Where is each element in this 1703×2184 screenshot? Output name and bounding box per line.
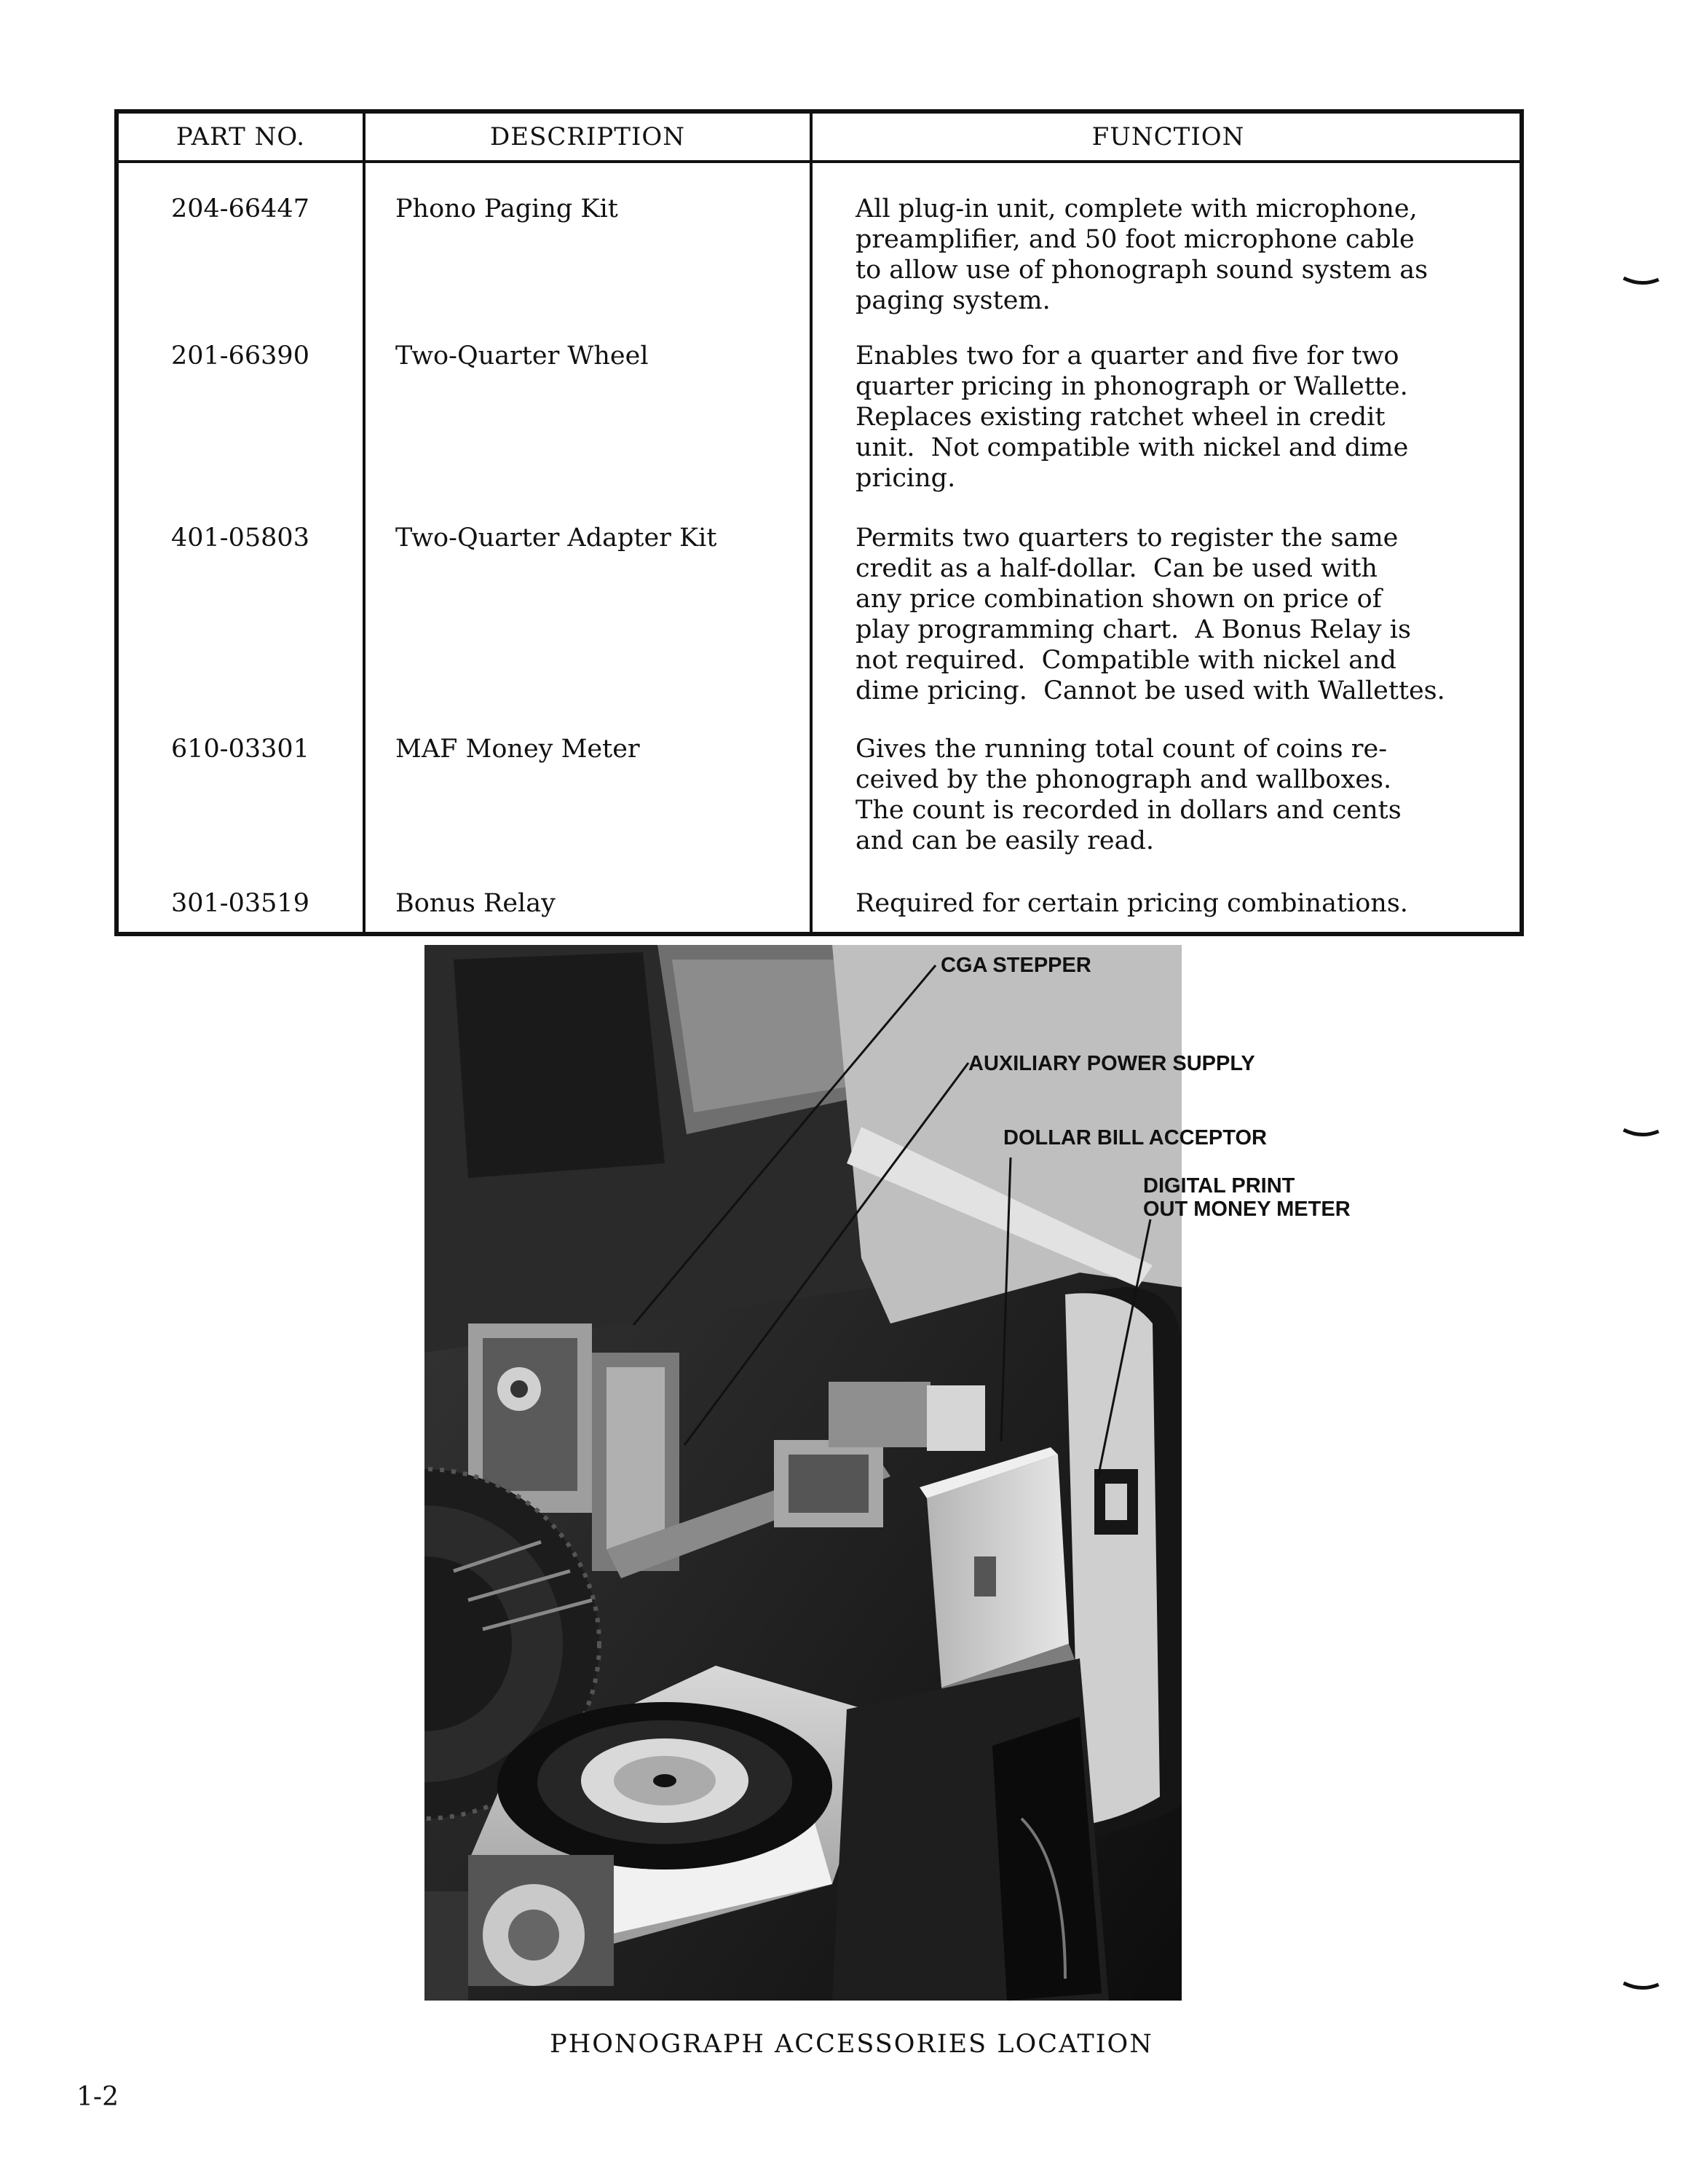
- header-description: DESCRIPTION: [489, 122, 686, 151]
- function-cell: All plug-in unit, complete with microphone, preamplifier, and 50 foot microphone cable to allow use of phonograph sound system as paging system.: [856, 194, 1429, 315]
- margin-binder-mark: [1622, 1127, 1660, 1139]
- function-cell: Permits two quarters to register the same credit as a half-dollar. Can be used with any price combination shown on price of play programming chart. A Bonus Relay is not required. Compatible with nickel and dime pricing. Cannot be used with Wallettes.: [856, 523, 1445, 705]
- part-no-cell: 610-03301: [171, 735, 309, 764]
- callout-cga-stepper: CGA STEPPER: [941, 954, 1091, 977]
- money-meter-leader-line: [1098, 1219, 1150, 1478]
- page-number: 1-2: [76, 2082, 119, 2112]
- header-function: FUNCTION: [1091, 122, 1245, 151]
- header-part-no: PART NO.: [175, 122, 306, 151]
- part-no-cell: 401-05803: [171, 523, 309, 553]
- function-cell: Gives the running total count of coins re- ceived by the phonograph and wallboxes. The count is recorded in dollars and cents and can be easily read.: [856, 735, 1402, 855]
- callout-digital-print-line2: OUT MONEY METER: [1143, 1198, 1351, 1221]
- dollar-bill-acceptor-leader-line: [1001, 1158, 1011, 1441]
- callout-digital-print-line1: DIGITAL PRINT: [1143, 1174, 1295, 1198]
- description-cell: MAF Money Meter: [395, 735, 640, 764]
- part-no-cell: 201-66390: [171, 341, 309, 371]
- callout-auxiliary-power-supply: AUXILIARY POWER SUPPLY: [968, 1052, 1255, 1075]
- cga-stepper-leader-line: [633, 965, 936, 1325]
- auxiliary-power-supply-leader-line: [684, 1063, 968, 1445]
- margin-binder-mark: [1622, 1980, 1660, 1992]
- figure-caption: PHONOGRAPH ACCESSORIES LOCATION: [550, 2030, 1153, 2059]
- function-cell: Enables two for a quarter and five for two quarter pricing in phonograph or Wallette. Replaces existing ratchet wheel in credit unit. Not compatible with nickel and dime pricing.: [856, 341, 1409, 493]
- description-cell: Phono Paging Kit: [395, 194, 618, 223]
- margin-binder-mark: [1622, 275, 1660, 287]
- function-cell: Required for certain pricing combinations.: [856, 889, 1408, 918]
- description-cell: Two-Quarter Wheel: [395, 341, 649, 371]
- description-cell: Bonus Relay: [395, 889, 556, 918]
- callout-dollar-bill-acceptor: DOLLAR BILL ACCEPTOR: [1003, 1126, 1267, 1150]
- part-no-cell: 204-66447: [171, 194, 309, 223]
- description-cell: Two-Quarter Adapter Kit: [395, 523, 717, 553]
- part-no-cell: 301-03519: [171, 889, 309, 918]
